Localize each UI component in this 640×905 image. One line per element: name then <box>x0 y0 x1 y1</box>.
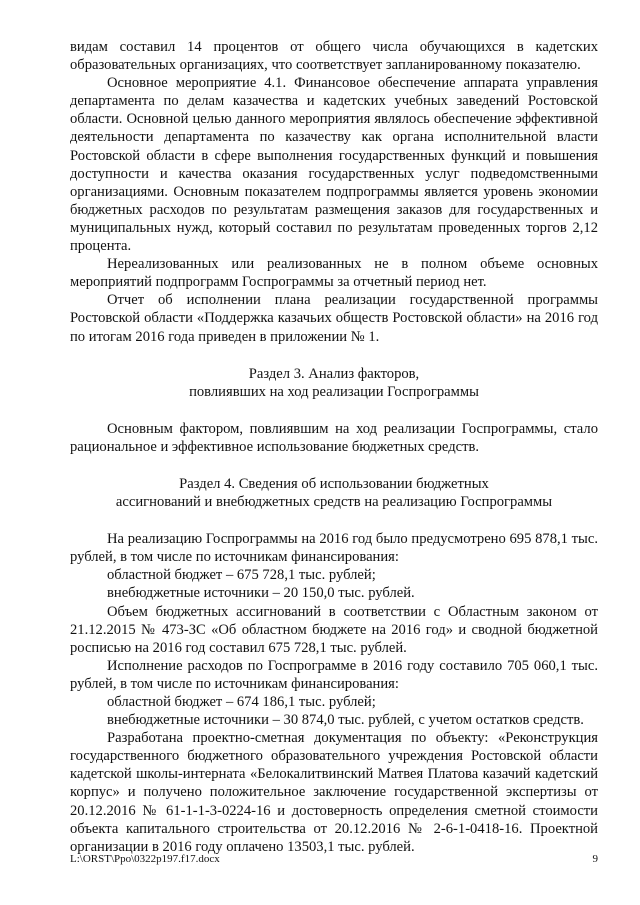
section-4-title-line2: ассигнований и внебюджетных средств на реализацию Госпрограммы <box>115 494 553 511</box>
section-4-body <box>70 530 598 856</box>
section-3-heading <box>70 365 598 401</box>
paragraph-main-event-4-1: Основное мероприятие 4.1. Финансовое обеспечение аппарата управления департамента по делам казачества и кадетских учебных заведений Ростовской области. Основной целью данного мероприятия являлось обеспечение эффективной деятельности департамента по казачеству как органа исполнительной власти Ростовской области в сфере выполнения государственных функций и повышения доступности и качества оказания государственных услуг подведомственными организациями. Основным показателем подпрограммы является уровень экономии бюджетных расходов по результатам размещения заказов для государственных и муниципальных нужд, который составил по результатам проведенных торгов 2,12 процента. <box>70 75 598 255</box>
paragraph-planned-funding: На реализацию Госпрограммы на 2016 год было предусмотрено 695 878,1 тыс. рублей, в том числе по источникам финансирования: <box>70 531 598 566</box>
paragraph-unrealized-events: Нереализованных или реализованных не в полном объеме основных мероприятий подпрограмм Госпрограммы за отчетный период нет. <box>70 256 598 291</box>
document-page <box>70 38 598 856</box>
paragraph-extrabudgetary-planned: внебюджетные источники – 20 150,0 тыс. рублей. <box>107 585 415 602</box>
section-3-title-line1: Раздел 3. Анализ факторов, <box>248 365 420 382</box>
footer-file-path: L:\ORST\Ppo\0322p197.f17.docx <box>70 853 220 865</box>
paragraph-regional-budget-planned: областной бюджет – 675 728,1 тыс. рублей; <box>107 567 376 584</box>
paragraph-regional-budget-executed: областной бюджет – 674 186,1 тыс. рублей; <box>107 694 376 710</box>
paragraph-continuation: видам составил 14 процентов от общего числа обучающихся в кадетских образовательных организациях, что соответствует запланированному показателю. <box>70 39 598 74</box>
top-paragraphs <box>70 38 598 346</box>
paragraph-extrabudgetary-executed: внебюджетные источники – 30 874,0 тыс. рублей, с учетом остатков средств. <box>107 712 584 729</box>
paragraph-expenditure-execution: Исполнение расходов по Госпрограмме в 2016 году составило 705 060,1 тыс. рублей, в том числе по источникам финансирования: <box>70 657 598 692</box>
paragraph-budget-allocations: Объем бюджетных ассигнований в соответствии с Областным законом от 21.12.2015 № 473-ЗС «Об областном бюджете на 2016 год» и сводной бюджетной росписью на 2016 год составил 675 728,1 тыс. рублей. <box>70 603 598 656</box>
footer-page-number: 9 <box>592 853 598 865</box>
paragraph-report-reference: Отчет об исполнении плана реализации государственной программы Ростовской области «Поддержка казачьих обществ Ростовской области» на 2016 год по итогам 2016 года приведен в приложении № 1. <box>70 292 598 345</box>
section-3-body: Основным фактором, повлиявшим на ход реализации Госпрограммы, стало рациональное и эффективное использование бюджетных средств. <box>70 420 598 455</box>
section-3-title-line2: повлиявших на ход реализации Госпрограммы <box>189 383 479 400</box>
paragraph-design-documentation: Разработана проектно-сметная документация по объекту: «Реконструкция государственного бюджетного образовательного учреждения Ростовской области кадетской школы-интерната «Белокалитвинский Матвея Платова казачий кадетский корпус» и получено положительное заключение государственной экспертизы от 20.12.2016 № 61-1-1-3-0224-16 и достоверность определения сметной стоимости объекта капитального строительства от 20.12.2016 № 2-6-1-0418-16. Проектной организации в 2016 году оплачено 13503,1 тыс. рублей. <box>70 730 598 855</box>
page-footer <box>70 853 598 866</box>
section-4-heading <box>70 475 598 511</box>
section-4-title-line1: Раздел 4. Сведения об использовании бюджетных <box>179 475 489 492</box>
